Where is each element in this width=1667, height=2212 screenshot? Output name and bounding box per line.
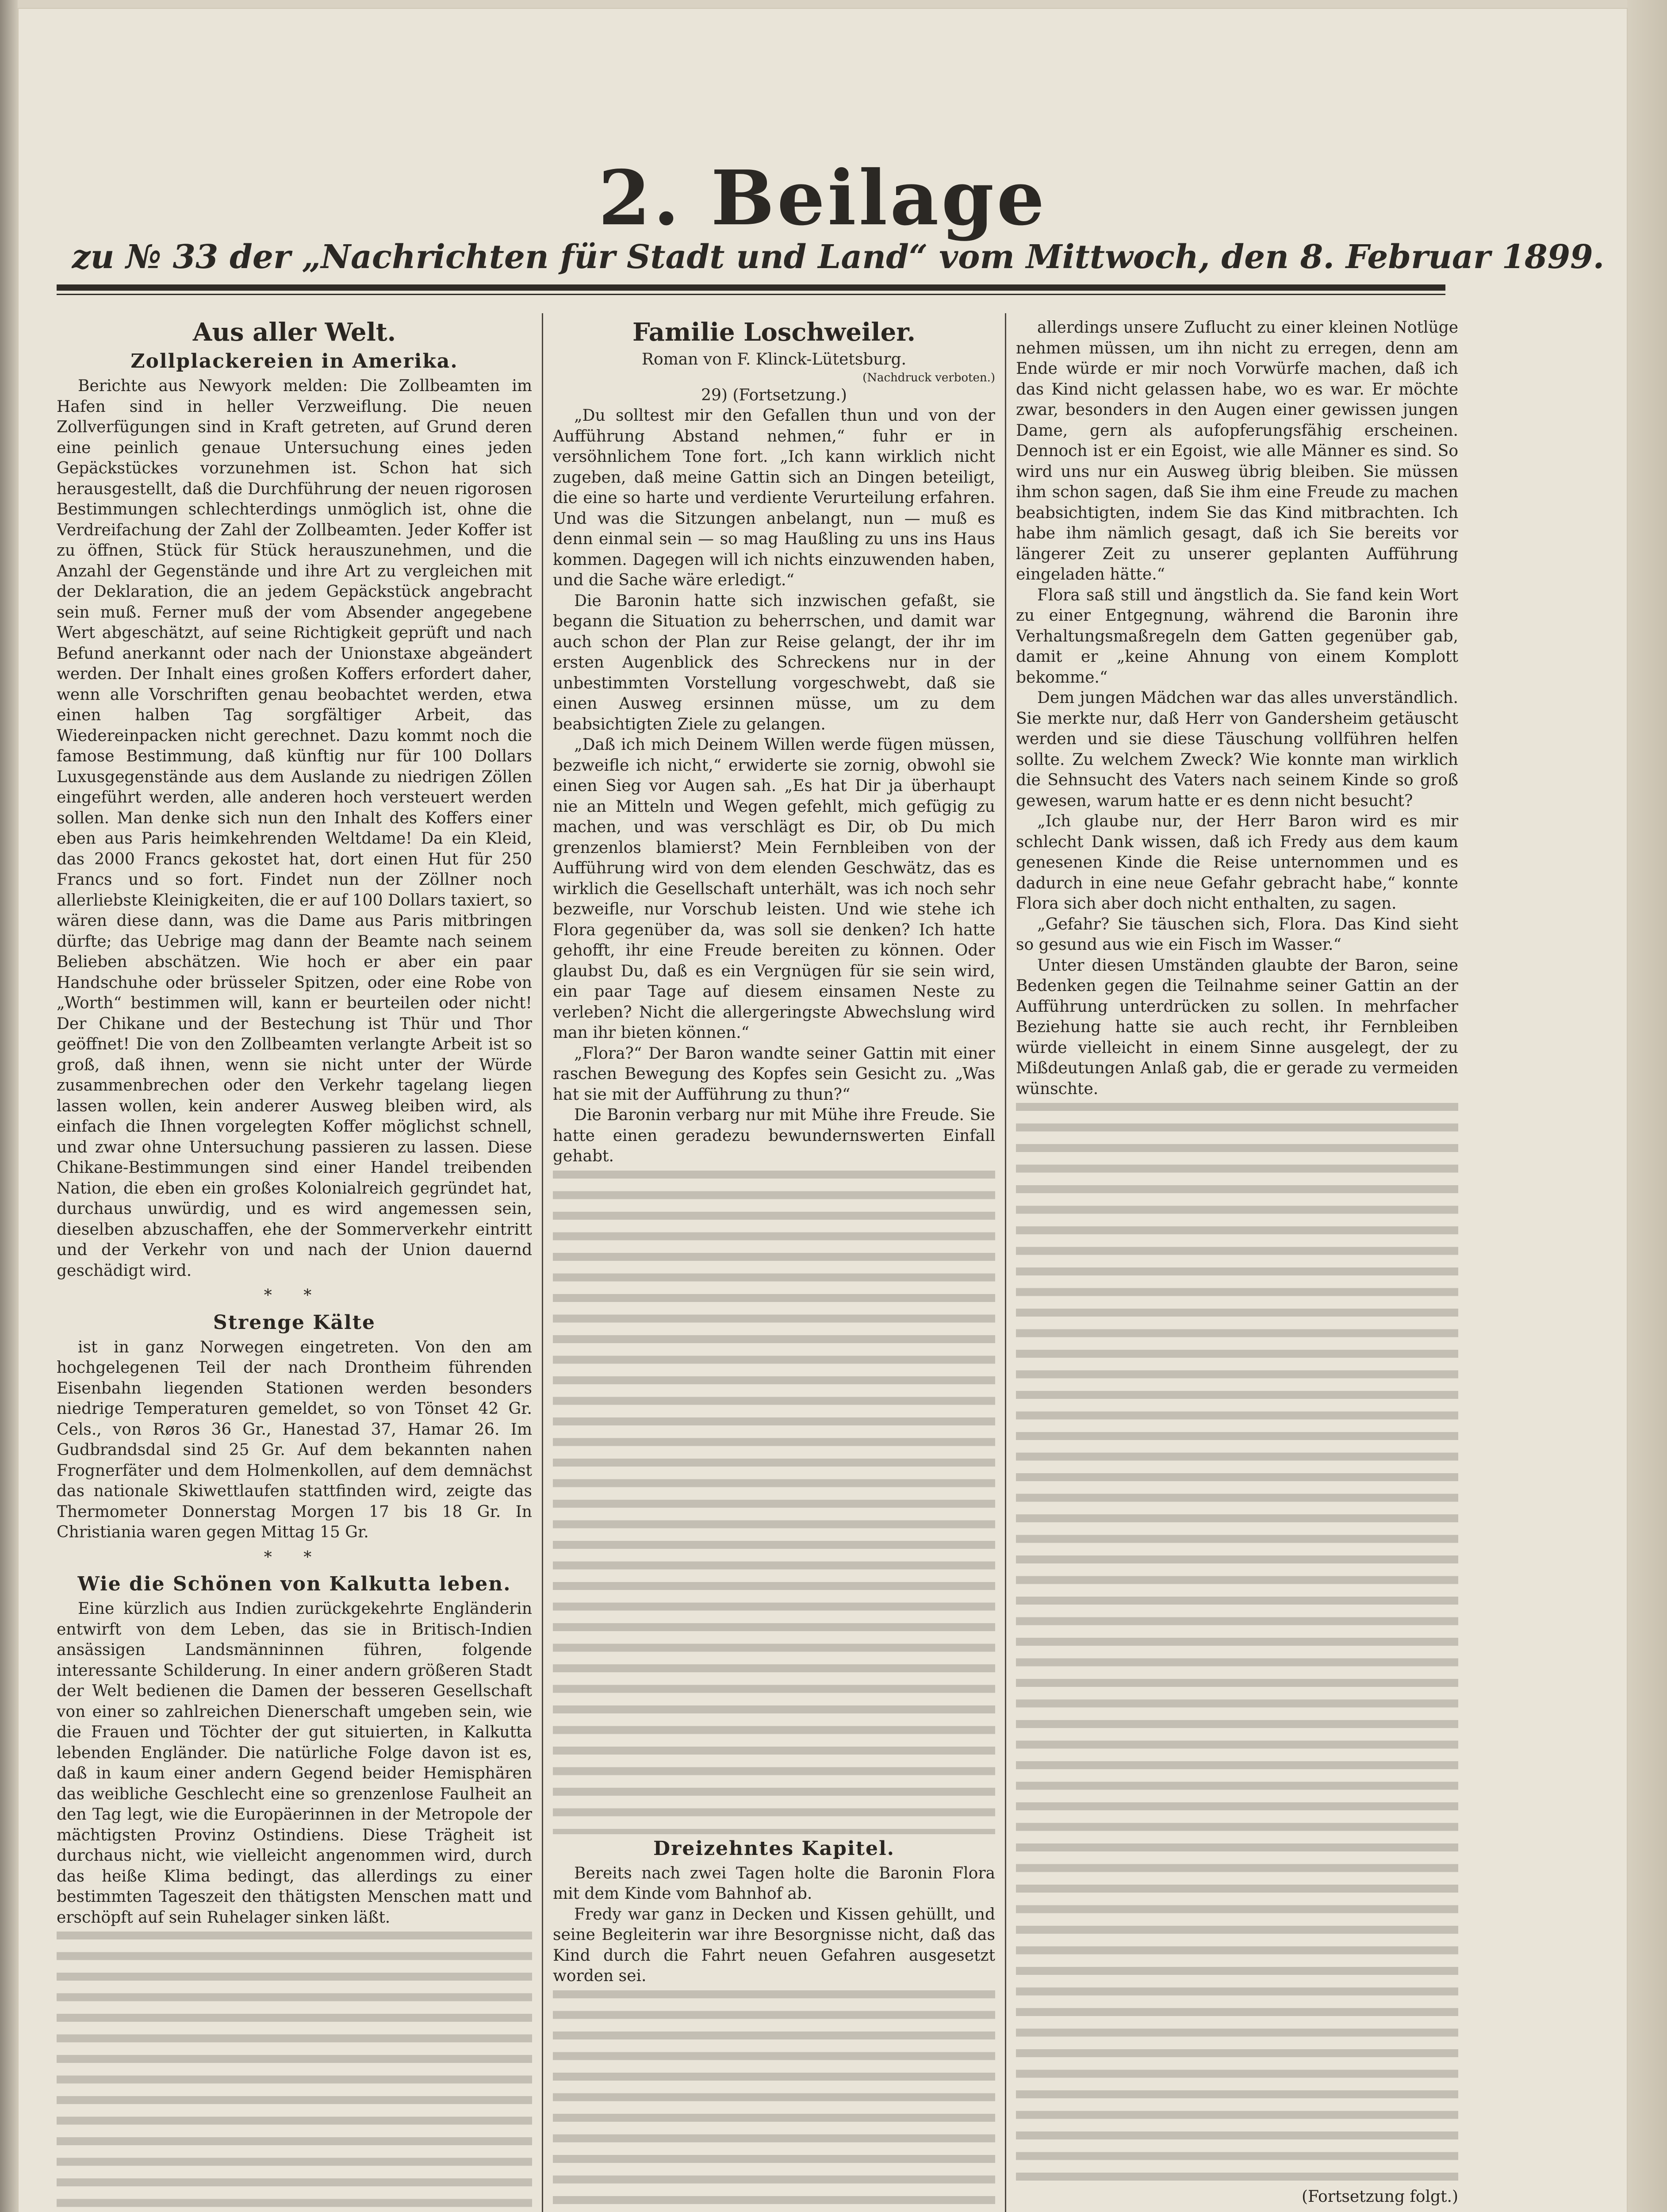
serial-paragraph: Die Baronin hatte sich inzwischen gefaßt, sie begann die Situation zu beherrschen, und damit war auch schon der Plan zur Reise gelangt, der ihr im ersten Augenblick des Schreckens nur in der unbestimmten Vorstellung vorgeschwebt, daß sie einen Ausweg ersinnen müsse, um zu dem beabsichtigten Ziele zu gelangen. [553, 591, 995, 733]
article-body-kalkutta: Eine kürzlich aus Indien zurückgekehrte Engländerin entwirft von dem Leben, das sie in Britisch-Indien ansässigen Landsmänninnen führen, folgende interessante Schilderung. In einer andern größeren Stadt der Welt bedienen die Damen der besseren Gesellschaft von einer so zahlreichen Dienerschaft umgeben sein, wie die Frauen und Töchter der gut situierten, in Kalkutta lebenden Engländer. Die natürliche Folge davon ist es, daß in kaum einer andern Gegend beider Hemisphären das weibliche Geschlecht eine so grenzenlose Faulheit an den Tag legt, wie die Europäerinnen in der Metropole der mächtigsten Provinz Ostindiens. Diese Trägheit ist durchaus nicht, wie vielleicht angenommen wird, durch das heiße Klima bedingt, das allerdings zu einer bestimmten Tageszeit den thätigsten Menschen matt und erschöpft auf sein Ruhelager sinken läßt. [57, 1600, 532, 1927]
book-binding-edge [0, 0, 18, 2212]
serial-chapter-number: 29) [701, 386, 728, 404]
article-body-strenge-kaelte: ist in ganz Norwegen eingetreten. Von den am hochgelegenen Teil der nach Drontheim führenden Eisenbahn liegenden Stationen werden besonders niedrige Temperaturen gemeldet, so von Tönset 42 Gr. Cels., von Røros 36 Gr., Hanestad 37, Hamar 26. Im Gudbrandsdal sind 25 Gr. Auf dem bekannten nahen Frognerfäter und dem Holmenkollen, auf dem demnächst das nationale Skiwettlaufen stattfinden wird, zeigte das Thermometer Donnerstag Morgen 17 bis 18 Gr. In Christiania waren gegen Mittag 15 Gr. [57, 1338, 532, 1541]
serial-paragraph: Unter diesen Umständen glaubte der Baron, seine Bedenken gegen die Teilnahme seiner Gattin an der Aufführung unterdrücken zu sollen. In mehrfacher Beziehung hatte sie auch recht, ihr Fernbleiben würde vielleicht in einem Sinne ausgelegt, der zu Mißdeutungen Anlaß gab, die er gerade zu vermeiden wünschte. [1016, 956, 1458, 1098]
article-title-zollplackereien: Zollplackereien in Amerika. [130, 350, 458, 373]
serial-paragraph: Bereits nach zwei Tagen holte die Baronin Flora mit dem Kinde vom Bahnhof ab. [553, 1864, 995, 1903]
column-2 [553, 318, 995, 2212]
page-edge-shadow [1627, 0, 1667, 2212]
serial-text-continuation [1016, 1103, 1458, 2187]
masthead-title: 2. Beilage [598, 154, 1047, 242]
article-title-kalkutta: Wie die Schönen von Kalkutta leben. [77, 1573, 511, 1595]
serial-paragraph: „Daß ich mich Deinem Willen werde fügen müssen, bezweifle ich nicht,“ erwiderte sie zornig, obwohl sie einen Sieg vor Augen sah. „Es hat Dir ja überhaupt nie an Mitteln und Wegen gefehlt, mich gefügig zu machen, und was verschlägt es Dir, ob Du mich grenzenlos blamierst? Mein Fernbleiben von der Aufführung wird von dem elenden Geschwätz, das es wirklich die Gesellschaft unterhält, was ich noch sehr bezweifle, nur Vorschub leisten. Und wie stehe ich Flora gegenüber da, was soll sie denken? Ich hatte gehofft, ihr eine Freude bereiten zu können. Oder glaubst Du, daß es ein Vergnügen für sie sein wird, ein paar Tage auf diesem einsamen Neste zu verleben? Nicht die allergeringste Abwechslung wird man ihr bieten können.“ [553, 736, 995, 1042]
article-text-continuation [57, 1932, 532, 2212]
serial-rights-note: (Nachdruck verboten.) [862, 371, 995, 384]
serial-paragraph: Die Baronin verbarg nur mit Mühe ihre Freude. Sie hatte einen geradezu bewundernswerten Einfall gehabt. [553, 1106, 995, 1165]
serial-paragraph: allerdings unsere Zuflucht zu einer kleinen Notlüge nehmen müssen, um ihn nicht zu erregen, denn am Ende würde er mir noch Vorwürfe machen, daß ich das Kind nicht gelassen habe, wo es war. Er möchte zwar, besonders in den Augen einer gewissen jungen Dame, gern als aufopferungsfähig erscheinen. Dennoch ist er ein Egoist, wie alle Männer es sind. So wird uns nur ein Ausweg übrig bleiben. Sie müssen ihm schon sagen, daß Sie ihm eine Freude zu machen beabsichtigten, indem Sie das Kind mitbrachten. Ich habe ihm nämlich gesagt, daß ich Sie bereits vor längerer Zeit zu unserer geplanten Aufführung eingeladen hätte.“ [1016, 319, 1458, 584]
serial-paragraph: Flora saß still und ängstlich da. Sie fand kein Wort zu einer Entgegnung, während die Baronin ihre Verhaltungsmaßregeln dem Gatten gegenüber gab, damit er „keine Ahnung von einem Komplott bekomme.“ [1016, 586, 1458, 687]
serial-text-continuation [553, 1990, 995, 2212]
section-separator: * * [264, 1548, 325, 1567]
section-heading-aus-aller-welt: Aus aller Welt. [192, 318, 396, 347]
serial-byline: Roman von F. Klinck-Lütetsburg. [641, 350, 907, 369]
serial-paragraph: „Gefahr? Sie täuschen sich, Flora. Das Kind sieht so gesund aus wie ein Fisch im Wasser.“ [1016, 915, 1458, 954]
article-title-strenge-kaelte: Strenge Kälte [213, 1311, 376, 1334]
serial-paragraph: „Du solltest mir den Gefallen thun und von der Aufführung Abstand nehmen,“ fuhr er in versöhnlichem Tone fort. „Ich kann wirklich nicht zugeben, daß meine Gattin sich an Dingen beteiligt, die eine so harte und verdiente Verurteilung erfahren. Und was die Sitzungen anbelangt, nun — muß es denn einmal sein — so mag Haußling zu uns ins Haus kommen. Dagegen will ich nichts einzuwenden haben, und die Sache wäre erledigt.“ [553, 407, 995, 589]
column-divider-2 [1005, 313, 1006, 2212]
serial-paragraph: Dem jungen Mädchen war das alles unverständlich. Sie merkte nur, daß Herr von Gandersheim getäuscht werden und sie diese Täuschung vollführen helfen sollte. Zu welchem Zweck? Wie konnte man wirklich die Sehnsucht des Vaters nach seinem Kinde so groß gewesen, warum hatte er es denn nicht besucht? [1016, 689, 1458, 810]
serial-to-be-continued: (Fortsetzung folgt.) [1302, 2188, 1458, 2206]
serial-paragraph: „Flora?“ Der Baron wandte seiner Gattin mit einer raschen Bewegung des Kopfes sein Gesicht zu. „Was hat sie mit der Aufführung zu thun?“ [553, 1044, 995, 1104]
section-separator: * * [264, 1286, 325, 1305]
serial-text-continuation [553, 1171, 995, 1834]
serial-title: Familie Loschweiler. [632, 318, 916, 347]
masthead-rule-thick [57, 284, 1445, 291]
article-body-zollplackereien: Berichte aus Newyork melden: Die Zollbeamten im Hafen sind in heller Verzweiflung. Die neuen Zollverfügungen sind in Kraft getreten, auf Grund deren eine peinlich genaue Untersuchung eines jeden Gepäckstückes vorzunehmen ist. Schon hat sich herausgestellt, daß die Durchführung der neuen rigorosen Bestimmungen schlechterdings unmöglich ist, ohne die Verdreifachung der Zahl der Zollbeamten. Jeder Koffer ist zu öffnen, Stück für Stück herauszunehmen, und die Anzahl der Gegenstände und ihre Art zu vergleichen mit der Deklaration, die an jedem Gepäckstück angebracht sein muß. Ferner muß der vom Absender angegebene Wert abgeschätzt, auf seine Richtigkeit geprüft und nach Befund anerkannt oder nach der Unionstaxe abgeändert werden. Der Inhalt eines großen Koffers erfordert daher, wenn alle Vorschriften genau beobachtet werden, etwa einen halben Tag sorgfältiger Arbeit, das Wiedereinpacken nicht gerechnet. Dazu kommt noch die famose Bestimmung, daß künftig nur für 100 Dollars Luxusgegenstände aus dem Auslande zu niedrigen Zöllen eingeführt werden, alle anderen hoch versteuert werden sollen. Man denke sich nun den Inhalt des Koffers einer eben aus Paris heimkehrenden Weltdame! Da ein Kleid, das 2000 Francs gekostet hat, dort einen Hut für 250 Francs und so fort. Findet nun der Zöllner noch allerliebste Kleinigkeiten, die er auf 100 Dollars taxiert, so wären diese dann, was die Dame aus Paris mitbringen dürfte; das Uebrige mag dann der Beamte nach seinem Belieben abschätzen. Wie hoch er aber ein paar Handschuhe oder brüsseler Spitzen, oder eine Robe von „Worth“ bestimmen will, kann er beurteilen oder nicht! Der Chikane und der Bestechung ist Thür und Thor geöffnet! Die von den Zollbeamten verlangte Arbeit ist so groß, daß ihnen, wenn sie nicht unter der Würde zusammenbrechen oder den Verkehr tagelang liegen lassen wollen, kein anderer Ausweg bleiben wird, als einfach die Ihnen vorgelegten Koffer möglichst schnell, und zwar ohne Untersuchung passieren zu lassen. Diese Chikane-Bestimmungen sind einer Handel treibenden Nation, die eben ein großes Kolonialreich gegründet hat, durchaus unwürdig, und es wird angemessen sein, dieselben abzuschaffen, ehe der Sommerverkehr eintritt und der Verkehr von und nach der Union dauernd geschädigt wird. [57, 377, 532, 1280]
serial-paragraph: Fredy war ganz in Decken und Kissen gehüllt, und seine Begleiterin war ihre Besorgnisse nicht, daß das Kind durch die Fahrt neuen Gefahren ausgesetzt worden sei. [553, 1905, 995, 1985]
chapter-title-dreizehntes-kapitel: Dreizehntes Kapitel. [653, 1837, 895, 1860]
column-divider-1 [542, 313, 543, 2212]
column-3 [1016, 318, 1458, 2212]
serial-continuation-label [553, 385, 995, 406]
serial-paragraph: „Ich glaube nur, der Herr Baron wird es mir schlecht Dank wissen, daß ich Fredy aus dem kaum genesenen Kinde die Reise unternommen und es dadurch in eine neue Gefahr gebracht habe,“ konnte Flora sich aber doch nicht enthalten, zu sagen. [1016, 812, 1458, 913]
masthead-rule-thin [57, 294, 1445, 295]
serial-continued: (Fortsetzung.) [732, 386, 847, 404]
column-1 [57, 318, 532, 2212]
masthead-subtitle: zu № 33 der „Nachrichten für Stadt und Land“ vom Mittwoch, den 8. Februar 1899. [72, 238, 1605, 276]
newspaper-page [18, 8, 1628, 2212]
